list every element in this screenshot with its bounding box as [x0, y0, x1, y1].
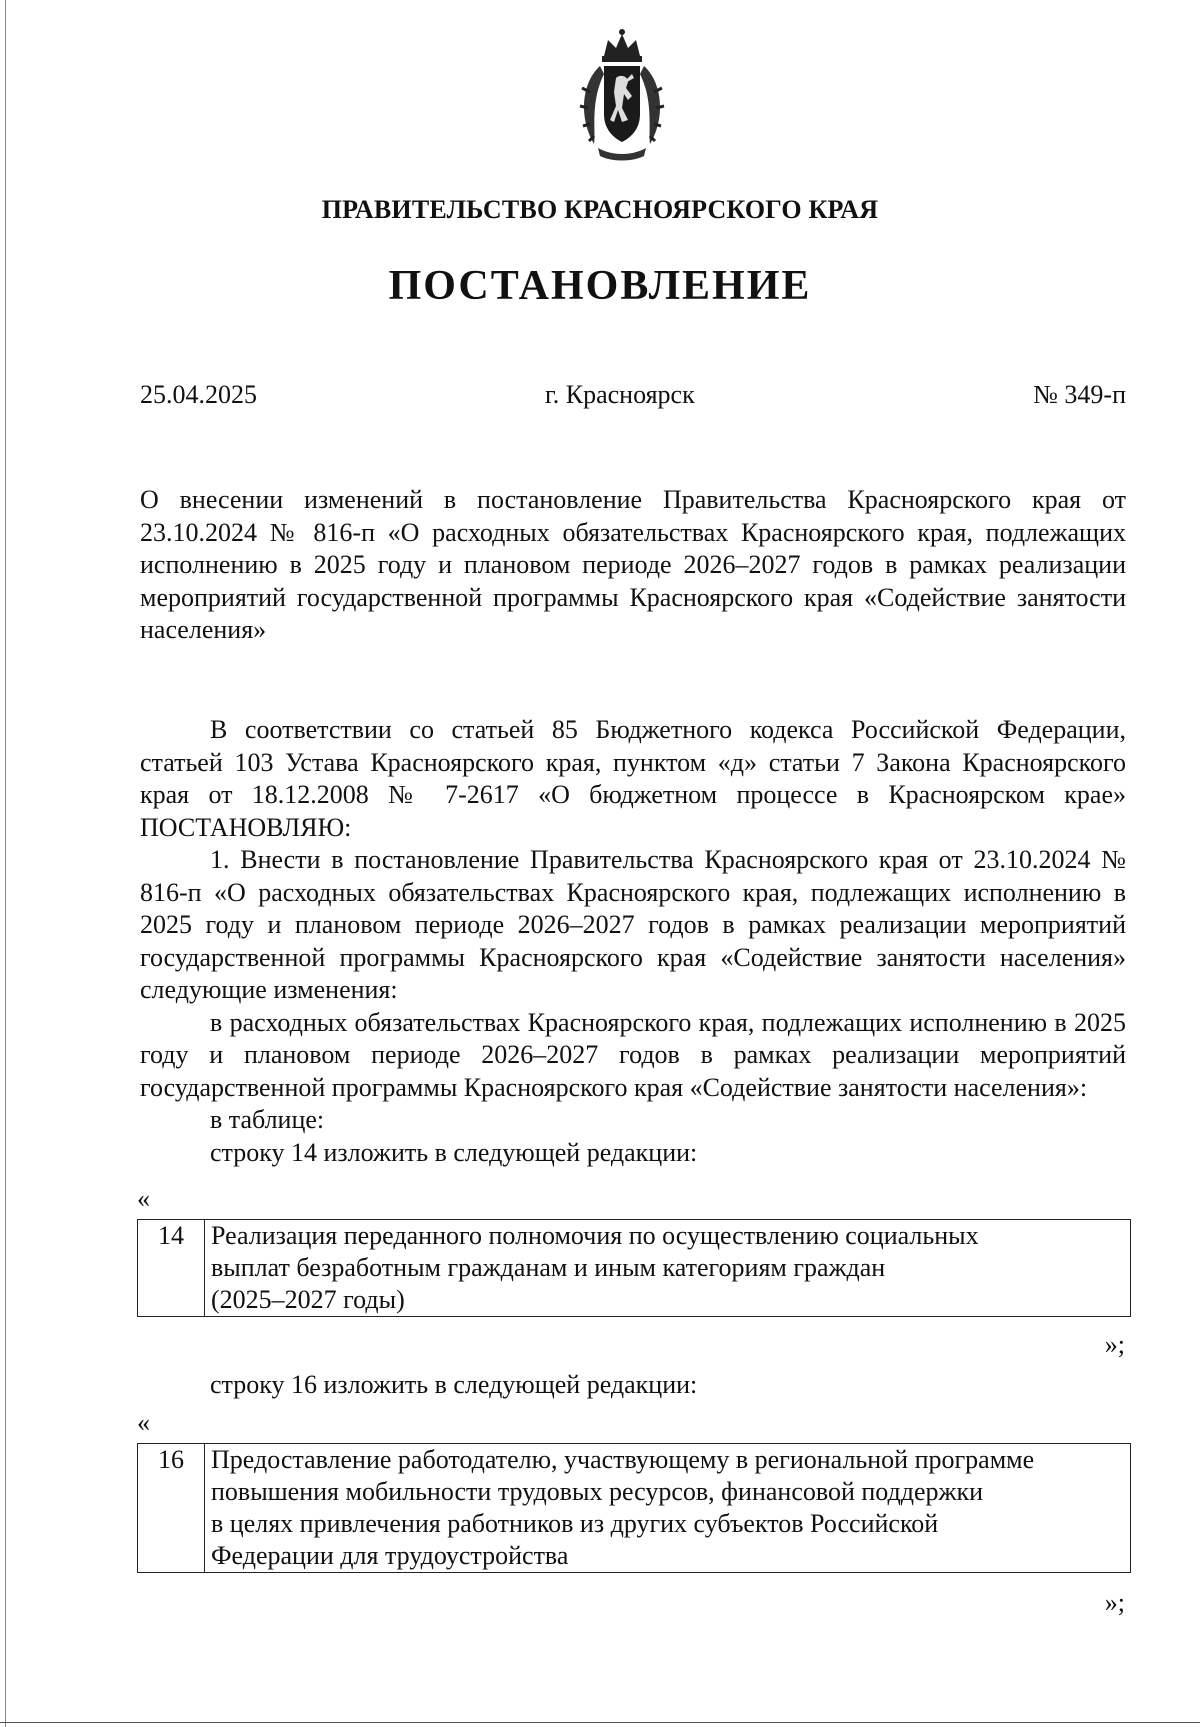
table-row	[138, 1220, 1131, 1317]
document-body	[140, 714, 1126, 1169]
row-14-table	[137, 1219, 1131, 1317]
table-intro-line: в таблице:	[210, 1105, 325, 1134]
row-16-lead-line: строку 16 изложить в следующей редакции:	[210, 1370, 698, 1399]
document-city: г. Красноярск	[545, 380, 695, 409]
row-text-line: в целях привлечения работников из других субъектов Российской	[211, 1509, 939, 1538]
row-text	[205, 1220, 1131, 1317]
quote-open-mark: «	[137, 1408, 150, 1437]
row-text-line: выплат безработным гражданам и иным категориям граждан	[211, 1253, 886, 1282]
row-text-line: повышения мобильности трудовых ресурсов, финансовой поддержки	[211, 1477, 984, 1506]
scan-bottom-line	[0, 1722, 1200, 1723]
document-number: № 349-п	[1033, 380, 1126, 409]
row-number: 16	[138, 1444, 205, 1573]
quote-open-mark: «	[137, 1184, 150, 1213]
preamble-paragraph: В соответствии со статьей 85 Бюджетного кодекса Российской Федерации, статьей 103 Устава Красноярского края, пунктом «д» статьи 7 Закона Красноярского края от 18.12.2008 № 7-2617 «О бюджетном процессе в Красноярском крае» ПОСТАНОВЛЯЮ:	[140, 715, 1126, 842]
row-16-table	[137, 1443, 1131, 1573]
document-type: ПОСТАНОВЛЕНИЕ	[388, 263, 812, 309]
clause-1-paragraph: 1. Внести в постановление Правительства Красноярского края от 23.10.2024 № 816-п «О расходных обязательствах Красноярского края, подлежащих исполнению в 2025 году и плановом периоде 2026–2027 годов в рамках реализации мероприятий государственной программы Красноярского края «Содействие занятости населения» следующие изменения:	[140, 845, 1126, 1004]
scan-edge-line	[5, 0, 6, 1727]
document-date: 25.04.2025	[140, 380, 257, 409]
document-subject: О внесении изменений в постановление Правительства Красноярского края от 23.10.2024 № 816-п «О расходных обязательствах Красноярского края, подлежащих исполнению в 2025 году и плановом периоде 2026–2027 годов в рамках реализации мероприятий государственной программы Красноярского края «Содействие занятости населения»	[140, 485, 1126, 644]
quote-close-mark: »;	[1104, 1588, 1125, 1617]
clause-1-detail-paragraph: в расходных обязательствах Красноярского края, подлежащих исполнению в 2025 году и плановом периоде 2026–2027 годов в рамках реализации мероприятий государственной программы Красноярского края «Содействие занятости населения»:	[140, 1007, 1126, 1102]
row-text-line: (2025–2027 годы)	[211, 1285, 405, 1314]
row-number: 14	[138, 1220, 205, 1317]
row-text	[205, 1444, 1131, 1573]
row-text-line: Реализация переданного полномочия по осуществлению социальных	[211, 1221, 979, 1250]
table-row	[138, 1444, 1131, 1573]
org-title: ПРАВИТЕЛЬСТВО КРАСНОЯРСКОГО КРАЯ	[321, 195, 879, 224]
row-text-line: Предоставление работодателю, участвующему в региональной программе	[211, 1445, 1035, 1474]
krasnoyarsk-coat-of-arms-icon	[572, 22, 672, 164]
row-14-lead-line: строку 14 изложить в следующей редакции:	[210, 1137, 698, 1167]
quote-close-mark: »;	[1104, 1330, 1125, 1359]
row-text-line: Федерации для трудоустройства	[211, 1541, 569, 1570]
